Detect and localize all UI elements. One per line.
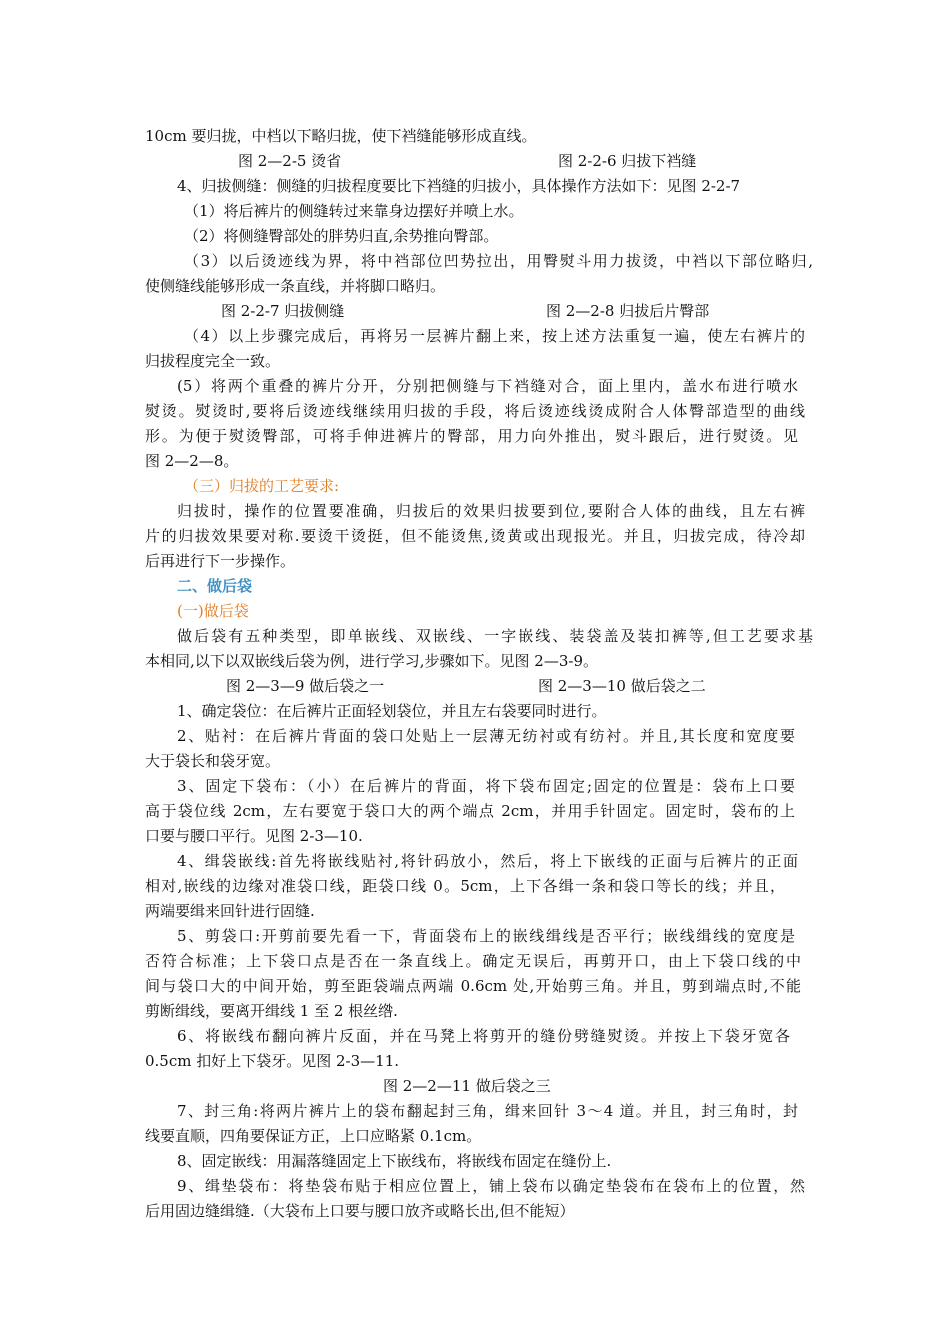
- figure-caption: 图 2—2-5 烫省: [238, 152, 342, 170]
- paragraph-line: 使侧缝线能够形成一条直线，并将脚口略归。: [145, 277, 446, 295]
- paragraph-line: 后用固边缝缉缝.（大袋布上口要与腰口放齐或略长出,但不能短）: [145, 1202, 575, 1220]
- paragraph-line: （3）以后烫迹线为界，将中裆部位凹势拉出，用臀熨斗用力拔烫，中裆以下部位略归,: [184, 252, 813, 270]
- paragraph-line: 0.5cm 扣好上下袋牙。见图 2-3—11.: [145, 1052, 400, 1070]
- paragraph-line: 后再进行下一步操作。: [145, 552, 296, 570]
- subsection-heading: (一)做后袋: [177, 602, 249, 620]
- figure-caption: 图 2-2-7 归拔侧缝: [221, 302, 345, 320]
- paragraph-line: 间与袋口大的中间开始，剪至距袋端点两端 0.6cm 处,开始剪三角。并且，剪到端点时,不能: [145, 977, 801, 995]
- paragraph-line: (5）将两个重叠的裤片分开，分别把侧缝与下裆缝对合，面上里内，盖水布进行喷水: [177, 377, 798, 395]
- figure-caption: 图 2-2-6 归拔下裆缝: [558, 152, 697, 170]
- paragraph-line: 2、贴衬：在后裤片背面的袋口处贴上一层薄无纺衬或有纺衬。并且,其长度和宽度要: [177, 727, 795, 745]
- paragraph-line: 3、固定下袋布：（小）在后裤片的背面，将下袋布固定;固定的位置是：袋布上口要: [177, 777, 795, 795]
- paragraph-line: 8、固定嵌线：用漏落缝固定上下嵌线布，将嵌线布固定在缝份上.: [177, 1152, 612, 1170]
- paragraph-line: 相对,嵌线的边缘对准袋口线，距袋口线 0。5cm，上下各缉一条和袋口等长的线；并且，: [145, 877, 785, 895]
- paragraph-line: 4、缉袋嵌线:首先将嵌线贴衬,将针码放小，然后，将上下嵌线的正面与后裤片的正面: [177, 852, 798, 870]
- figure-caption: 图 2—2—11 做后袋之三: [383, 1077, 551, 1095]
- paragraph-line: （1）将后裤片的侧缝转过来靠身边摆好并喷上水。: [184, 202, 524, 220]
- paragraph-line: 做后袋有五种类型，即单嵌线、双嵌线、一字嵌线、装袋盖及装扣裤等,但工艺要求基: [177, 627, 813, 645]
- paragraph-line: （2）将侧缝臀部处的胖势归直,余势推向臀部。: [184, 227, 499, 245]
- paragraph-line: 高于袋位线 2cm，左右要宽于袋口大的两个端点 2cm，并用手针固定。固定时，袋布的上: [145, 802, 795, 820]
- paragraph-line: （4）以上步骤完成后，再将另一层裤片翻上来，按上述方法重复一遍，使左右裤片的: [184, 327, 805, 345]
- figure-caption: 图 2—3—10 做后袋之二: [538, 677, 706, 695]
- figure-caption: 图 2—2-8 归拔后片臀部: [546, 302, 710, 320]
- paragraph-line: 线要直顺，四角要保证方正，上口应略紧 0.1cm。: [145, 1127, 482, 1145]
- paragraph-line: 5、剪袋口:开剪前要先看一下，背面袋布上的嵌线缉线是否平行；嵌线缉线的宽度是: [177, 927, 795, 945]
- paragraph-line: 否符合标准；上下袋口点是否在一条直线上。确定无误后，再剪开口，由上下袋口线的中: [145, 952, 801, 970]
- paragraph-line: 归拔时，操作的位置要准确，归拔后的效果归拔要到位,要附合人体的曲线，且左右裤: [177, 502, 805, 520]
- paragraph-line: 形。为便于熨烫臀部，可将手伸进裤片的臀部，用力向外推出，熨斗跟后，进行熨烫。见: [145, 427, 798, 445]
- paragraph-line: 图 2—2—8。: [145, 452, 239, 470]
- paragraph-line: 两端要缉来回针进行固缝.: [145, 902, 315, 920]
- paragraph-line: 剪断缉线，要离开缉线 1 至 2 根丝绺.: [145, 1002, 398, 1020]
- paragraph-line: 片的归拔效果要对称.要烫干烫挺，但不能烫焦,烫黄或出现报光。并且，归拔完成，待冷却: [145, 527, 805, 545]
- paragraph-line: 10cm 要归拢，中档以下略归拢，使下裆缝能够形成直线。: [145, 127, 537, 145]
- section-heading: 二、做后袋: [177, 577, 253, 595]
- paragraph-line: 7、封三角:将两片裤片上的袋布翻起封三角，缉来回针 3～4 道。并且，封三角时，封: [177, 1102, 798, 1120]
- paragraph-line: 大于袋长和袋牙宽。: [145, 752, 281, 770]
- paragraph-line: 4、归拔侧缝：侧缝的归拔程度要比下裆缝的归拔小，具体操作方法如下：见图 2-2-7: [177, 177, 741, 195]
- paragraph-line: 6、将嵌线布翻向裤片反面，并在马凳上将剪开的缝份劈缝熨烫。并按上下袋牙宽各: [177, 1027, 790, 1045]
- paragraph-line: 本相同,以下以双嵌线后袋为例，进行学习,步骤如下。见图 2—3-9。: [145, 652, 599, 670]
- paragraph-line: 归拔程度完全一致。: [145, 352, 281, 370]
- paragraph-line: 口要与腰口平行。见图 2-3—10.: [145, 827, 363, 845]
- figure-caption: 图 2—3—9 做后袋之一: [226, 677, 385, 695]
- paragraph-line: 1、确定袋位：在后裤片正面轻划袋位，并且左右袋要同时进行。: [177, 702, 607, 720]
- subsection-heading: （三）归拔的工艺要求:: [184, 477, 340, 495]
- paragraph-line: 熨烫。熨烫时,要将后烫迹线继续用归拔的手段，将后烫迹线烫成附合人体臀部造型的曲线: [145, 402, 805, 420]
- paragraph-line: 9、缉垫袋布：将垫袋布贴于相应位置上，铺上袋布以确定垫袋布在袋布上的位置，然: [177, 1177, 805, 1195]
